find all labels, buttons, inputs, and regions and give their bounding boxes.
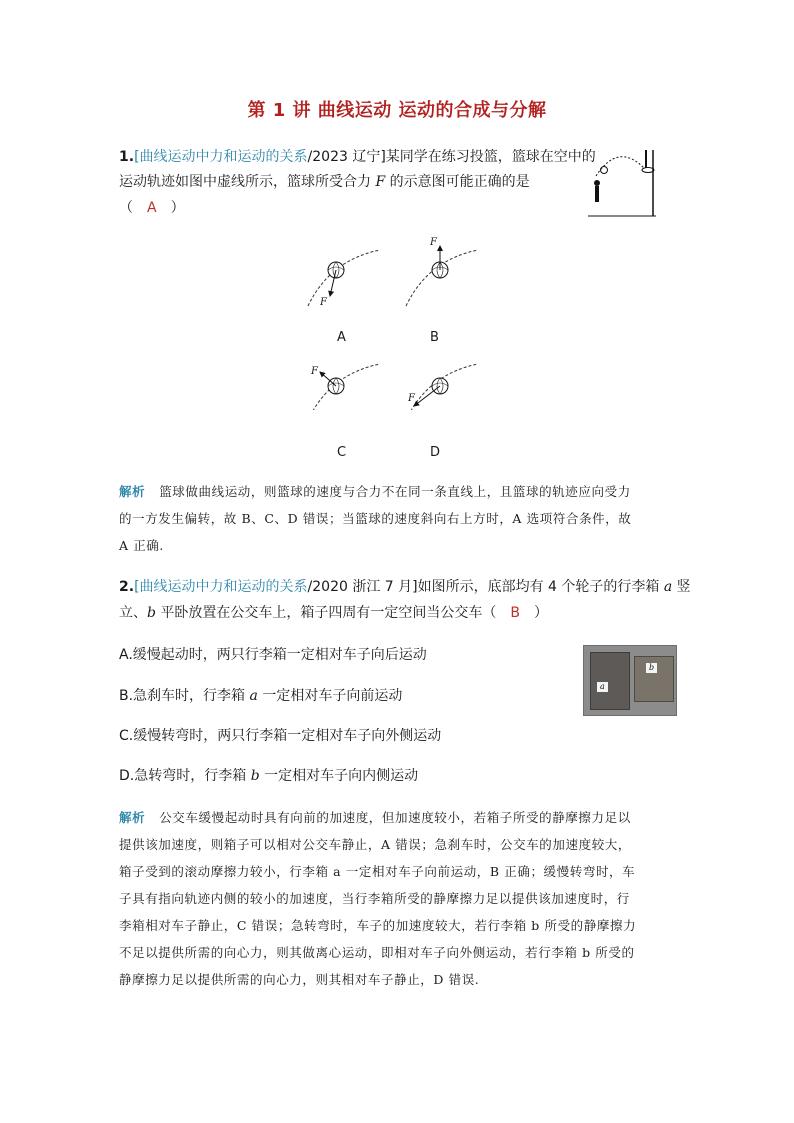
suitcase-a	[590, 652, 630, 710]
q1-answer: A	[147, 200, 157, 216]
q1-solution-line-1	[119, 482, 631, 502]
q1-text-end: 的示意图可能正确的是	[385, 174, 530, 190]
option-c-caption: C	[337, 445, 347, 460]
option-b-force-label: F	[430, 237, 437, 248]
q2-var-a: a	[663, 579, 673, 595]
q2-option-a	[119, 645, 427, 665]
q1-force-var: F	[375, 174, 386, 190]
q2-option-c-text: C.缓慢转弯时，两只行李箱一定相对车子向外侧运动	[119, 728, 442, 744]
q2-line-2	[119, 603, 548, 623]
q1-solution-line-2: 的一方发生偏转，故 B、C、D 错误；当篮球的速度斜向右上方时，A 选项符合条件，故	[119, 511, 632, 526]
q2-line2-post: 平卧放置在公交车上，箱子四周有一定空间当公交车（	[155, 605, 497, 621]
photo-label-a: a	[597, 682, 608, 692]
q1-number: 1.	[119, 149, 135, 165]
q2-option-a-text: A.缓慢起动时，两只行李箱一定相对车子向后运动	[119, 647, 427, 663]
q2-option-b	[119, 686, 402, 706]
q1-source: /2023 辽宁]某同学在练习投篮，篮球在空中的	[307, 149, 596, 165]
q2-solution-line-5: 李箱相对车子静止，C 错误；急转弯时，车子的加速度较大，若行李箱 b 所受的静摩擦力	[119, 918, 637, 933]
q1-line-1	[119, 147, 596, 167]
q2-answer: B	[510, 605, 521, 621]
photo-label-b: b	[646, 663, 657, 673]
q2-option-d-text: D.急转弯时，行李箱	[119, 768, 251, 784]
q2-solution-line-2: 提供该加速度，则箱子可以相对公交车静止，A 错误；急刹车时，公交车的加速度较大，	[119, 837, 632, 852]
q2-source: /2020 浙江 7 月]如图所示，底部均有 4 个轮子的行李箱	[307, 579, 664, 595]
q2-solution-line-6: 不足以提供所需的向心力，则其做离心运动，即相对车子向外侧运动，若行李箱 b 所受的	[119, 945, 635, 960]
q2-option-c	[119, 726, 441, 746]
q1-solution-text-1: 篮球做曲线运动，则篮球的速度与合力不在同一条直线上，且篮球的轨迹应向受力	[159, 484, 631, 499]
q2-option-d-var: b	[250, 768, 260, 784]
q1-paren-open: （	[119, 200, 133, 216]
q2-solution-line-3: 箱子受到的滚动摩擦力较小，行李箱 a 一定相对车子向前运动，B 正确；缓慢转弯时，车	[119, 864, 636, 879]
q1-paren-close: ）	[170, 200, 185, 216]
option-d-force-label: F	[408, 393, 415, 404]
option-b-diagram	[406, 246, 478, 306]
q2-solution-line-7: 静摩擦力足以提供所需的向心力，则其相对车子静止，D 错误.	[119, 972, 480, 987]
q2-solution-text-1: 公交车缓慢起动时具有向前的加速度，但加速度较小，若箱子所受的静摩擦力足以	[159, 810, 631, 825]
option-c-diagram	[308, 364, 380, 410]
option-a-caption: A	[337, 330, 346, 345]
q1-tag-open: [	[134, 149, 140, 165]
q1-text: 运动轨迹如图中虚线所示，篮球所受合力	[119, 174, 376, 190]
q2-solution-line-1	[119, 808, 631, 828]
q2-option-b-text: B.急刹车时，行李箱	[119, 688, 250, 704]
q1-solution-tag: 解析	[119, 484, 146, 499]
option-a-force-label: F	[320, 297, 327, 308]
page-title: 第 1 讲 曲线运动 运动的合成与分解	[247, 100, 547, 121]
option-d-caption: D	[430, 445, 441, 460]
q2-option-b-var: a	[249, 688, 258, 704]
q2-option-d	[119, 766, 418, 786]
q2-number: 2.	[119, 579, 135, 595]
q1-solution-line-3: A 正确.	[119, 538, 164, 553]
q1-answer-line	[119, 198, 185, 218]
basketball-shot-figure	[586, 146, 666, 218]
q2-var-b: b	[147, 605, 156, 621]
option-a-diagram	[308, 250, 380, 306]
q1-topic-tag: 曲线运动中力和运动的关系	[139, 149, 308, 165]
q2-solution-line-4: 子具有指向轨迹内侧的较小的加速度，当行李箱所受的静摩擦力足以提供该加速度时，行	[119, 891, 630, 906]
q2-solution-tag: 解析	[119, 810, 146, 825]
q2-option-b-text-end: 一定相对车子向前运动	[257, 688, 403, 704]
q2-paren-close: ）	[534, 605, 549, 621]
option-d-diagram	[406, 364, 478, 410]
option-c-force-label: F	[311, 366, 318, 377]
q2-option-d-text-end: 一定相对车子向内侧运动	[259, 768, 419, 784]
q2-line-1	[119, 577, 691, 597]
q2-line2-pre: 立、	[119, 605, 147, 621]
luggage-photo	[583, 645, 677, 716]
option-b-caption: B	[430, 330, 439, 345]
q2-tag-open: [	[134, 579, 140, 595]
q1-line-2	[119, 172, 530, 192]
q2-topic-tag: 曲线运动中力和运动的关系	[139, 579, 308, 595]
q1-option-diagrams	[300, 240, 500, 410]
q2-line1-end: 竖	[672, 579, 691, 595]
